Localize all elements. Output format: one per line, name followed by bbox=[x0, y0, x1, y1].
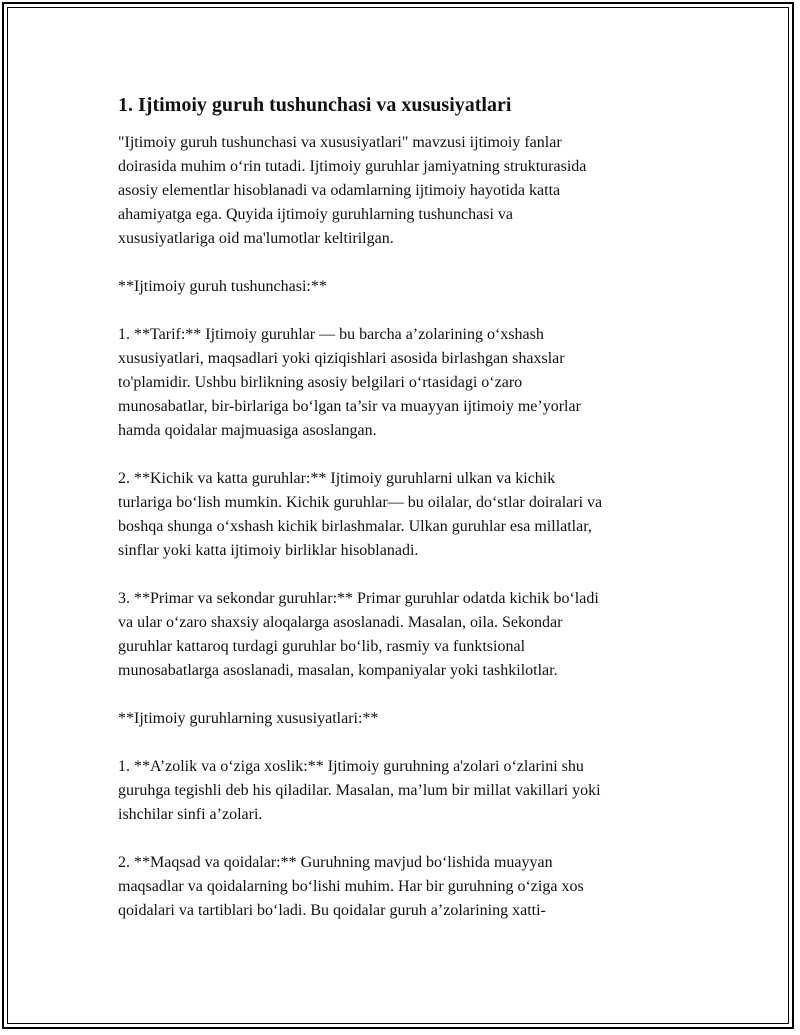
text-line: va ular o‘zaro shaxsiy aloqalarga asoslanadi. Masalan, oila. Sekondar bbox=[118, 614, 563, 631]
paragraph bbox=[118, 587, 698, 683]
text-line: xususiyatlari, maqsadlari yoki qiziqishlari asosida birlashgan shaxslar bbox=[118, 350, 565, 367]
paragraph bbox=[118, 707, 698, 731]
section-heading: 1. Ijtimoiy guruh tushunchasi va xususiyatlari bbox=[118, 94, 512, 116]
text-line: munosabatlarga asoslanadi, masalan, kompaniyalar yoki tashkilotlar. bbox=[118, 662, 558, 679]
text-line: 1. **A’zolik va o‘ziga xoslik:** Ijtimoiy guruhning a'zolari o‘zlarini shu bbox=[118, 758, 584, 775]
text-line: 2. **Kichik va katta guruhlar:** Ijtimoiy guruhlarni ulkan va kichik bbox=[118, 470, 556, 487]
text-line: maqsadlar va qoidalarning bo‘lishi muhim. Har bir guruhning o‘ziga xos bbox=[118, 878, 584, 895]
text-line: turlariga bo‘lish mumkin. Kichik guruhlar— bu oilalar, do‘stlar doiralari va bbox=[118, 494, 603, 511]
text-line: guruhga tegishli deb his qiladilar. Masalan, ma’lum bir millat vakillari yoki bbox=[118, 782, 601, 799]
text-line: ahamiyatga ega. Quyida ijtimoiy guruhlarning tushunchasi va bbox=[118, 206, 514, 223]
text-line: asosiy elementlar hisoblanadi va odamlarning ijtimoiy hayotida katta bbox=[118, 182, 561, 199]
paragraph bbox=[118, 467, 698, 563]
paragraph bbox=[118, 275, 698, 299]
text-line: boshqa shunga o‘xshash kichik birlashmalar. Ulkan guruhlar esa millatlar, bbox=[118, 518, 592, 535]
text-line: munosabatlar, bir-birlariga bo‘lgan ta’sir va muayyan ijtimoiy me’yorlar bbox=[118, 398, 581, 415]
text-line: to'plamidir. Ushbu birlikning asosiy belgilari o‘rtasidagi o‘zaro bbox=[118, 374, 523, 391]
text-line: qoidalari va tartiblari bo‘ladi. Bu qoidalar guruh a’zolarining xatti- bbox=[118, 902, 546, 919]
text-line: doirasida muhim o‘rin tutadi. Ijtimoiy guruhlar jamiyatning strukturasida bbox=[118, 158, 587, 175]
text-line: 2. **Maqsad va qoidalar:** Guruhning mavjud bo‘lishida muayyan bbox=[118, 854, 553, 871]
text-line: hamda qoidalar majmuasiga asoslangan. bbox=[118, 422, 377, 439]
text-line: 1. **Tarif:** Ijtimoiy guruhlar — bu barcha a’zolarining o‘xshash bbox=[118, 326, 544, 343]
text-line: "Ijtimoiy guruh tushunchasi va xususiyatlari" mavzusi ijtimoiy fanlar bbox=[118, 134, 562, 151]
text-line: xususiyatlariga oid ma'lumotlar keltirilgan. bbox=[118, 230, 394, 247]
paragraph bbox=[118, 131, 698, 251]
paragraph bbox=[118, 851, 698, 923]
text-line: 3. **Primar va sekondar guruhlar:** Primar guruhlar odatda kichik bo‘ladi bbox=[118, 590, 599, 607]
paragraph-list bbox=[118, 131, 698, 923]
document-body bbox=[118, 92, 698, 947]
text-line: sinflar yoki katta ijtimoiy birliklar hisoblanadi. bbox=[118, 542, 419, 559]
text-line: **Ijtimoiy guruh tushunchasi:** bbox=[118, 278, 327, 295]
paragraph bbox=[118, 755, 698, 827]
text-line: ishchilar sinfi a’zolari. bbox=[118, 806, 263, 823]
paragraph bbox=[118, 323, 698, 443]
text-line: **Ijtimoiy guruhlarning xususiyatlari:** bbox=[118, 710, 379, 727]
text-line: guruhlar kattaroq turdagi guruhlar bo‘lib, rasmiy va funktsional bbox=[118, 638, 526, 655]
